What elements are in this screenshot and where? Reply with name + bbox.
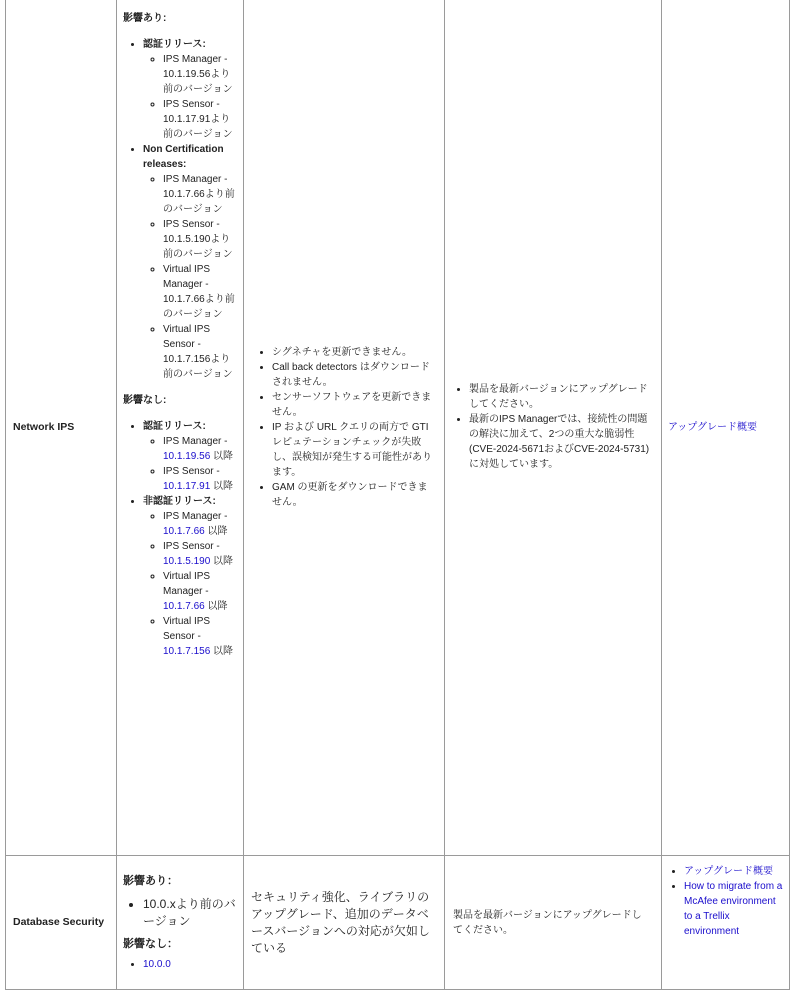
list-item: • 認証リリース: ◦ IPS Manager - 10.1.19.56より前のバージョン ◦ IPS Sensor - 10.1.17.91より前のバージョン [143, 37, 239, 142]
list-item: • 10.0.xより前のバージョン [143, 896, 239, 930]
version-link[interactable]: 10.1.19.56 [163, 451, 211, 462]
list-item: ◦ IPS Sensor - 10.1.17.91 以降 [163, 464, 239, 494]
affected-list [123, 37, 239, 382]
action-cell [445, 0, 662, 856]
version-cell [117, 0, 244, 856]
list-item: • Non Certification releases: ◦ IPS Manager - 10.1.7.66より前のバージョン ◦ IPS Sensor - 10.1.5.190より前のバージョン ◦ Virtual IPS Manager - 10.1.7.66より前のバージョン ◦ Virtual IPS Sensor - 10.1.7.156より前のバージョン [143, 142, 239, 382]
migration-guide-link[interactable]: How to migrate from a McAfee environment to a Trellix environment [684, 881, 783, 937]
list-item: ◦ Virtual IPS Manager - 10.1.7.66より前のバージョン [163, 262, 239, 322]
list-item: ◦ Virtual IPS Manager - 10.1.7.66 以降 [163, 569, 239, 614]
unaffected-heading: 影響なし： [123, 938, 178, 950]
version-link[interactable]: 10.1.5.190 [163, 556, 211, 567]
list-item: ◦ Virtual IPS Sensor - 10.1.7.156より前のバージョン [163, 322, 239, 382]
list-item [684, 879, 783, 939]
link-cell [662, 0, 790, 856]
link-list [668, 864, 783, 939]
product-name: Network IPS [13, 420, 75, 433]
table-row-network-ips [6, 0, 790, 856]
list-item: • センサーソフトウェアを更新できません。 [272, 390, 434, 420]
list-item: • Call back detectors はダウンロードされません。 [272, 360, 434, 390]
list-item: • IP および URL クエリの両方で GTI レピュテーションチェックが失敗し、誤検知が発生する可能性があります。 [272, 420, 434, 480]
list-item: ◦ IPS Manager - 10.1.7.66より前のバージョン [163, 172, 239, 217]
unaffected-list [123, 419, 239, 659]
version-link[interactable]: 10.1.7.156 [163, 646, 211, 657]
unaffected-heading: 影響なし: [123, 395, 167, 406]
list-item: ◦ IPS Manager - 10.1.7.66 以降 [163, 509, 239, 539]
list-item: • 最新のIPS Managerでは、接続性の問題の解決に加えて、2つの重大な脆弱性(CVE-2024-5671およびCVE-2024-5731)に対処しています。 [469, 412, 651, 472]
action-cell [445, 856, 662, 990]
product-name-cell [6, 0, 117, 856]
product-name-cell [6, 856, 117, 990]
list-item: • 製品を最新バージョンにアップグレードしてください。 [469, 382, 651, 412]
product-impact-table [5, 0, 790, 990]
version-link[interactable]: 10.0.0 [143, 959, 171, 970]
impact-cell [244, 856, 445, 990]
list-item: ◦ IPS Manager - 10.1.19.56より前のバージョン [163, 52, 239, 97]
list-item: ◦ IPS Manager - 10.1.19.56 以降 [163, 434, 239, 464]
link-cell [662, 856, 790, 990]
action-text: 製品を最新バージョンにアップグレードしてください。 [453, 909, 642, 936]
list-item: ◦ Virtual IPS Sensor - 10.1.7.156 以降 [163, 614, 239, 659]
impact-text: セキュリティ強化、ライブラリのアップグレード、追加のデータベースバージョンへの対応が欠如している [251, 889, 430, 955]
version-link[interactable]: 10.1.17.91 [163, 481, 211, 492]
list-item: • 非認証リリース: ◦ IPS Manager - 10.1.7.66 以降 ◦ IPS Sensor - 10.1.5.190 以降 ◦ Virtual IPS Manager - 10.1.7.66 以降 ◦ Virtual IPS Sensor - 10.1.7.156 以降 [143, 494, 239, 659]
version-cell [117, 856, 244, 990]
list-item [143, 957, 239, 972]
list-item: • シグネチャを更新できません。 [272, 345, 434, 360]
list-item [684, 864, 783, 879]
list-item: ◦ IPS Sensor - 10.1.5.190より前のバージョン [163, 217, 239, 262]
list-item: ◦ IPS Sensor - 10.1.17.91より前のバージョン [163, 97, 239, 142]
list-item: ◦ IPS Sensor - 10.1.5.190 以降 [163, 539, 239, 569]
impact-list [256, 345, 434, 510]
action-list [453, 382, 651, 472]
impact-cell [244, 0, 445, 856]
version-link[interactable]: 10.1.7.66 [163, 601, 205, 612]
affected-list [123, 896, 239, 930]
unaffected-list [123, 957, 239, 972]
product-name: Database Security [13, 916, 105, 928]
version-link[interactable]: 10.1.7.66 [163, 526, 205, 537]
upgrade-overview-link[interactable]: アップグレード概要 [684, 866, 773, 877]
table-row-database-security [6, 856, 790, 990]
affected-heading: 影響あり: [123, 13, 167, 24]
upgrade-overview-link[interactable]: アップグレード概要 [668, 421, 757, 433]
list-item: • 認証リリース: ◦ IPS Manager - 10.1.19.56 以降 ◦ IPS Sensor - 10.1.17.91 以降 [143, 419, 239, 494]
affected-heading: 影響あり： [123, 875, 178, 887]
list-item: • GAM の更新をダウンロードできません。 [272, 480, 434, 510]
